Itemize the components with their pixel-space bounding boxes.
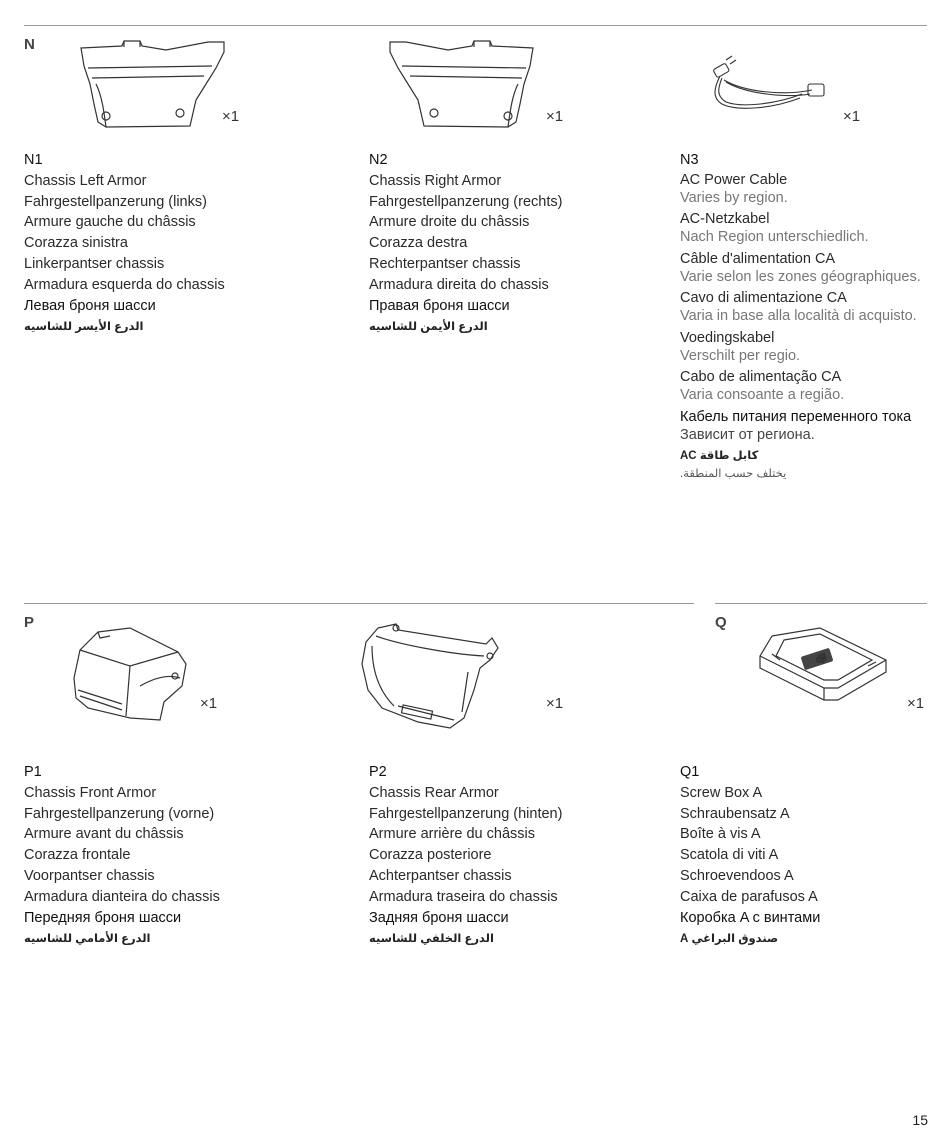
quantity-n3: ×1 (843, 108, 861, 125)
item-name-nl: Rechterpantser chassis (369, 255, 521, 272)
section-divider-q (715, 603, 927, 604)
section-divider-top (24, 25, 927, 26)
ac-power-cable-illustration (704, 52, 832, 116)
section-letter-p: P (24, 614, 35, 631)
item-name-it: Corazza sinistra (24, 235, 128, 252)
item-n1-text (24, 150, 225, 338)
item-name-pt: Armadura direita do chassis (369, 276, 549, 293)
item-name-en: Screw Box A (680, 784, 763, 801)
item-name-it: Corazza posteriore (369, 847, 492, 864)
item-name-de: Fahrgestellpanzerung (hinten) (369, 805, 563, 822)
item-name-fr: Armure gauche du châssis (24, 214, 196, 231)
section-divider-p (24, 603, 694, 604)
item-q1-text (680, 762, 820, 950)
item-name-fr: Armure avant du châssis (24, 826, 184, 843)
section-letter-n: N (24, 36, 35, 53)
item-note-fr: Varie selon les zones géographiques. (680, 268, 921, 285)
item-note-ar: يختلف حسب المنطقة. (680, 468, 787, 481)
item-note-nl: Verschilt per regio. (680, 347, 801, 364)
chassis-left-armor-illustration (78, 38, 228, 134)
item-name-en: AC Power Cable (680, 171, 788, 188)
item-name-ar: الدرع الأيمن للشاسيه (369, 321, 488, 334)
item-name-de: Fahrgestellpanzerung (rechts) (369, 193, 563, 210)
item-n2-text (369, 150, 562, 338)
item-name-ru: Передняя броня шасси (24, 909, 182, 926)
item-code-q1: Q1 (680, 764, 700, 780)
svg-text:dji: dji (814, 652, 829, 666)
item-code-n2: N2 (369, 152, 388, 168)
item-name-ru: Коробка A с винтами (680, 909, 821, 926)
item-note-de: Nach Region unterschiedlich. (680, 229, 869, 246)
item-note-ru: Зависит от региона. (680, 426, 815, 443)
item-name-de: Fahrgestellpanzerung (vorne) (24, 805, 215, 822)
chassis-rear-armor-illustration (358, 620, 508, 732)
item-name-fr: Armure droite du châssis (369, 214, 530, 231)
item-name-it: Corazza destra (369, 235, 468, 252)
item-name-pt: Caixa de parafusos A (680, 888, 818, 905)
item-name-nl: Linkerpantser chassis (24, 255, 165, 272)
item-name-nl: Voorpantser chassis (24, 867, 155, 884)
item-name-it: Scatola di viti A (680, 847, 779, 864)
page-number: 15 (912, 1112, 928, 1128)
chassis-right-armor-illustration (386, 38, 536, 134)
item-name-ru: Кабель питания переменного тока (680, 408, 912, 425)
item-code-p1: P1 (24, 764, 42, 780)
item-name-ar: الدرع الأمامي للشاسيه (24, 933, 151, 946)
item-name-fr: Boîte à vis A (680, 826, 761, 843)
item-name-pt: Armadura dianteira do chassis (24, 888, 220, 905)
item-name-de: Schraubensatz A (680, 805, 790, 822)
item-name-ru: Задняя броня шасси (369, 909, 509, 926)
item-name-nl: Voedingskabel (680, 329, 775, 346)
item-p2-text (369, 762, 562, 950)
item-name-it: Cavo di alimentazione CA (680, 290, 847, 307)
item-note-pt: Varia consoante a região. (680, 387, 845, 404)
item-name-pt: Cabo de alimentação CA (680, 369, 842, 386)
item-name-fr: Câble d'alimentation CA (680, 250, 836, 267)
chassis-front-armor-illustration (70, 626, 190, 722)
quantity-p1: ×1 (200, 695, 218, 712)
item-name-nl: Achterpantser chassis (369, 867, 512, 884)
item-code-p2: P2 (369, 764, 387, 780)
item-note-it: Varia in base alla località di acquisto. (680, 308, 917, 325)
item-name-ar: الدرع الأيسر للشاسيه (24, 321, 144, 334)
item-name-ar: الدرع الخلفي للشاسيه (369, 933, 494, 946)
quantity-q1: ×1 (907, 695, 925, 712)
item-name-fr: Armure arrière du châssis (369, 826, 535, 843)
item-name-ar: كابل طاقة AC (680, 450, 759, 463)
quantity-n1: ×1 (222, 108, 240, 125)
item-name-nl: Schroevendoos A (680, 867, 794, 884)
item-name-de: Fahrgestellpanzerung (links) (24, 193, 207, 210)
item-name-ru: Левая броня шасси (24, 297, 156, 314)
item-name-ru: Правая броня шасси (369, 297, 510, 314)
item-name-pt: Armadura esquerda do chassis (24, 276, 225, 293)
item-note-en: Varies by region. (680, 189, 788, 206)
item-name-en: Chassis Left Armor (24, 172, 147, 189)
item-name-de: AC-Netzkabel (680, 211, 770, 228)
item-code-n3: N3 (680, 152, 699, 168)
item-name-pt: Armadura traseira do chassis (369, 888, 558, 905)
section-letter-q: Q (715, 614, 727, 631)
item-p1-text (24, 762, 220, 950)
item-name-en: Chassis Rear Armor (369, 784, 499, 801)
item-name-en: Chassis Front Armor (24, 784, 157, 801)
item-code-n1: N1 (24, 152, 43, 168)
item-name-it: Corazza frontale (24, 847, 131, 864)
screw-box-illustration (754, 626, 892, 702)
item-name-en: Chassis Right Armor (369, 172, 502, 189)
item-n3-text (680, 150, 921, 483)
quantity-n2: ×1 (546, 108, 564, 125)
item-name-ar: صندوق البراغي A (680, 933, 779, 946)
quantity-p2: ×1 (546, 695, 564, 712)
